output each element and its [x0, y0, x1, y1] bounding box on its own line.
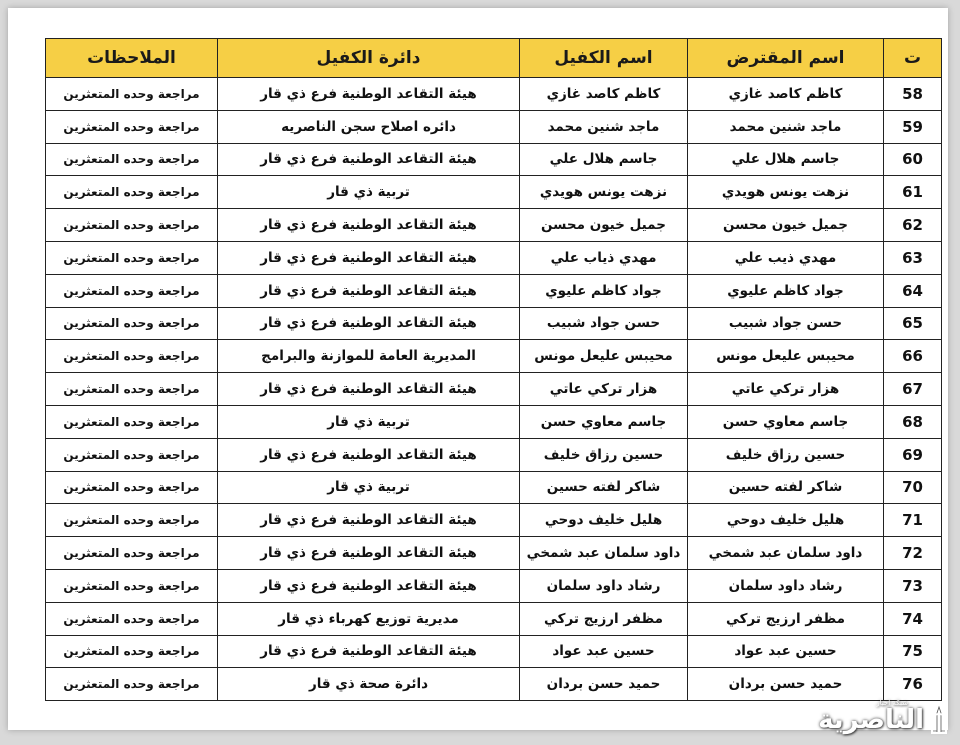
cell-guarantor-name: نزهت يونس هويدي — [520, 176, 688, 209]
cell-guarantor-department: هيئة التقاعد الوطنية فرع ذي قار — [218, 438, 520, 471]
cell-num: 62 — [884, 209, 942, 242]
cell-num: 70 — [884, 471, 942, 504]
cell-num: 74 — [884, 602, 942, 635]
cell-num: 65 — [884, 307, 942, 340]
cell-borrower-name: جاسم معاوي حسن — [688, 405, 884, 438]
header-borrower-name: اسم المقترض — [688, 39, 884, 78]
cell-num: 73 — [884, 569, 942, 602]
cell-borrower-name: مهدي ذيب علي — [688, 241, 884, 274]
table-row — [46, 176, 942, 209]
cell-borrower-name: مظفر ارزيج تركي — [688, 602, 884, 635]
cell-guarantor-name: ماجد شنين محمد — [520, 110, 688, 143]
table-row — [46, 405, 942, 438]
cell-num: 61 — [884, 176, 942, 209]
cell-guarantor-department: دائره اصلاح سجن الناصريه — [218, 110, 520, 143]
table-header-row — [46, 39, 942, 78]
cell-borrower-name: شاكر لفته حسين — [688, 471, 884, 504]
table-row — [46, 340, 942, 373]
table-row — [46, 78, 942, 111]
cell-notes: مراجعة وحده المتعثرين — [46, 471, 218, 504]
header-notes: الملاحظات — [46, 39, 218, 78]
cell-guarantor-department: هيئة التقاعد الوطنية فرع ذي قار — [218, 537, 520, 570]
cell-borrower-name: رشاد داود سلمان — [688, 569, 884, 602]
cell-guarantor-name: جميل خيون محسن — [520, 209, 688, 242]
cell-guarantor-department: هيئة التقاعد الوطنية فرع ذي قار — [218, 373, 520, 406]
cell-num: 72 — [884, 537, 942, 570]
cell-borrower-name: حسين عبد عواد — [688, 635, 884, 668]
cell-notes: مراجعة وحده المتعثرين — [46, 569, 218, 602]
cell-notes: مراجعة وحده المتعثرين — [46, 668, 218, 701]
cell-guarantor-name: كاظم كاصد غازي — [520, 78, 688, 111]
cell-notes: مراجعة وحده المتعثرين — [46, 241, 218, 274]
cell-guarantor-department: هيئة التقاعد الوطنية فرع ذي قار — [218, 569, 520, 602]
cell-notes: مراجعة وحده المتعثرين — [46, 110, 218, 143]
cell-borrower-name: حميد حسن بردان — [688, 668, 884, 701]
cell-guarantor-department: هيئة التقاعد الوطنية فرع ذي قار — [218, 241, 520, 274]
cell-notes: مراجعة وحده المتعثرين — [46, 438, 218, 471]
cell-guarantor-department: هيئة التقاعد الوطنية فرع ذي قار — [218, 143, 520, 176]
table-row — [46, 504, 942, 537]
table-row — [46, 438, 942, 471]
cell-guarantor-department: المديرية العامة للموازنة والبرامج — [218, 340, 520, 373]
cell-borrower-name: هزار تركي عاتي — [688, 373, 884, 406]
table-row — [46, 373, 942, 406]
cell-notes: مراجعة وحده المتعثرين — [46, 274, 218, 307]
cell-borrower-name: حسين رزاق خليف — [688, 438, 884, 471]
table-row — [46, 307, 942, 340]
cell-guarantor-name: محيبس عليعل مونس — [520, 340, 688, 373]
minaret-logo-icon — [926, 705, 952, 737]
cell-guarantor-department: هيئة التقاعد الوطنية فرع ذي قار — [218, 504, 520, 537]
table-row — [46, 274, 942, 307]
cell-num: 68 — [884, 405, 942, 438]
table-row — [46, 602, 942, 635]
cell-num: 60 — [884, 143, 942, 176]
watermark-tagline: شبكة اخبار — [876, 699, 908, 707]
cell-notes: مراجعة وحده المتعثرين — [46, 504, 218, 537]
cell-notes: مراجعة وحده المتعثرين — [46, 537, 218, 570]
cell-guarantor-department: هيئة التقاعد الوطنية فرع ذي قار — [218, 635, 520, 668]
cell-guarantor-name: حسن جواد شبيب — [520, 307, 688, 340]
table-row — [46, 471, 942, 504]
table-row — [46, 110, 942, 143]
cell-guarantor-department: دائرة صحة ذي قار — [218, 668, 520, 701]
cell-num: 66 — [884, 340, 942, 373]
cell-num: 59 — [884, 110, 942, 143]
cell-notes: مراجعة وحده المتعثرين — [46, 176, 218, 209]
cell-guarantor-name: هليل خليف دوحي — [520, 504, 688, 537]
watermark-word: الناصرية — [818, 705, 924, 735]
cell-borrower-name: هليل خليف دوحي — [688, 504, 884, 537]
table-row — [46, 668, 942, 701]
table-row — [46, 241, 942, 274]
cell-guarantor-department: تربية ذي قار — [218, 471, 520, 504]
cell-guarantor-name: هزار تركي عاتي — [520, 373, 688, 406]
cell-guarantor-name: جاسم هلال علي — [520, 143, 688, 176]
cell-borrower-name: حسن جواد شبيب — [688, 307, 884, 340]
borrowers-table — [45, 38, 942, 701]
cell-notes: مراجعة وحده المتعثرين — [46, 635, 218, 668]
watermark-logo — [818, 699, 952, 741]
table-body — [46, 78, 942, 701]
header-guarantor-department: دائرة الكفيل — [218, 39, 520, 78]
cell-guarantor-name: حسين رزاق خليف — [520, 438, 688, 471]
cell-guarantor-name: حسين عبد عواد — [520, 635, 688, 668]
cell-num: 58 — [884, 78, 942, 111]
cell-num: 64 — [884, 274, 942, 307]
cell-notes: مراجعة وحده المتعثرين — [46, 373, 218, 406]
cell-guarantor-department: مديرية توزيع كهرباء ذي قار — [218, 602, 520, 635]
table-row — [46, 143, 942, 176]
cell-guarantor-name: مظفر ارزيج تركي — [520, 602, 688, 635]
cell-num: 71 — [884, 504, 942, 537]
document-sheet — [8, 8, 948, 730]
cell-borrower-name: جاسم هلال علي — [688, 143, 884, 176]
cell-num: 63 — [884, 241, 942, 274]
table-row — [46, 537, 942, 570]
header-guarantor-name: اسم الكفيل — [520, 39, 688, 78]
table-row — [46, 569, 942, 602]
cell-borrower-name: داود سلمان عبد شمخي — [688, 537, 884, 570]
cell-guarantor-department: هيئة التقاعد الوطنية فرع ذي قار — [218, 209, 520, 242]
cell-borrower-name: ماجد شنين محمد — [688, 110, 884, 143]
cell-borrower-name: محيبس عليعل مونس — [688, 340, 884, 373]
cell-borrower-name: جواد كاظم عليوي — [688, 274, 884, 307]
cell-notes: مراجعة وحده المتعثرين — [46, 209, 218, 242]
cell-guarantor-name: رشاد داود سلمان — [520, 569, 688, 602]
cell-notes: مراجعة وحده المتعثرين — [46, 602, 218, 635]
cell-notes: مراجعة وحده المتعثرين — [46, 143, 218, 176]
cell-guarantor-department: تربية ذي قار — [218, 405, 520, 438]
cell-num: 76 — [884, 668, 942, 701]
cell-borrower-name: كاظم كاصد غازي — [688, 78, 884, 111]
cell-borrower-name: جميل خيون محسن — [688, 209, 884, 242]
cell-num: 75 — [884, 635, 942, 668]
cell-guarantor-department: هيئة التقاعد الوطنية فرع ذي قار — [218, 274, 520, 307]
cell-num: 69 — [884, 438, 942, 471]
cell-guarantor-department: تربية ذي قار — [218, 176, 520, 209]
cell-guarantor-department: هيئة التقاعد الوطنية فرع ذي قار — [218, 78, 520, 111]
cell-guarantor-name: مهدي ذياب علي — [520, 241, 688, 274]
cell-notes: مراجعة وحده المتعثرين — [46, 307, 218, 340]
cell-guarantor-name: شاكر لفته حسين — [520, 471, 688, 504]
cell-notes: مراجعة وحده المتعثرين — [46, 78, 218, 111]
cell-num: 67 — [884, 373, 942, 406]
header-num: ت — [884, 39, 942, 78]
table-row — [46, 635, 942, 668]
cell-borrower-name: نزهت يونس هويدي — [688, 176, 884, 209]
cell-notes: مراجعة وحده المتعثرين — [46, 340, 218, 373]
cell-guarantor-name: داود سلمان عبد شمخي — [520, 537, 688, 570]
cell-notes: مراجعة وحده المتعثرين — [46, 405, 218, 438]
cell-guarantor-name: حميد حسن بردان — [520, 668, 688, 701]
cell-guarantor-department: هيئة التقاعد الوطنية فرع ذي قار — [218, 307, 520, 340]
cell-guarantor-name: جواد كاظم عليوي — [520, 274, 688, 307]
cell-guarantor-name: جاسم معاوي حسن — [520, 405, 688, 438]
table-row — [46, 209, 942, 242]
